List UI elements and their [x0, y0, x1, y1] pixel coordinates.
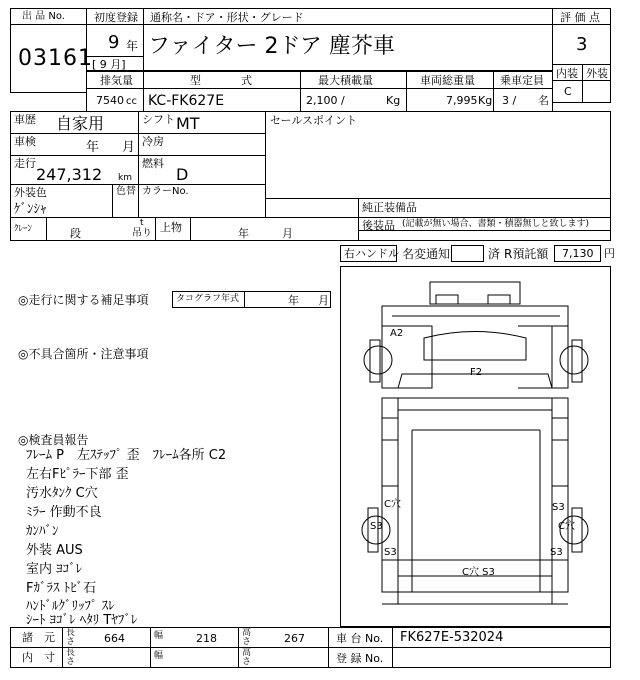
sales-point-label: セールスポイント — [270, 114, 358, 127]
crane-lift-sub: 吊り — [132, 228, 152, 239]
damage-mark-right-rear: C穴 — [558, 521, 575, 532]
exterior-color-label: 外装色 — [14, 186, 47, 199]
inner-dimensions-label: 内 寸 — [22, 651, 55, 664]
mileage-unit: km — [118, 173, 132, 183]
length-value: 664 — [104, 632, 125, 645]
mileage-label: 走行 — [14, 157, 36, 170]
capacity-label: 乗車定員 — [500, 74, 544, 87]
damage-mark-windshield: F2 — [470, 367, 483, 378]
report-line: ﾊﾝﾄﾞﾙｸﾞﾘｯﾌﾟ ｽﾚ — [26, 599, 115, 614]
retrofit-note: (記載が無い場合、書類・積器無しと致します) — [402, 219, 590, 229]
deck-year-unit: 年 — [238, 227, 249, 240]
max-load-unit: Kg — [386, 94, 401, 107]
usage-label: 車歴 — [14, 113, 36, 126]
exterior-color-value: ｹﾞﾝｼｬ — [14, 202, 47, 217]
report-line: 左右Fﾋﾟﾗｰ下部 歪 — [26, 467, 129, 482]
name-change-notice-label: 名変通知 — [402, 247, 451, 261]
damage-mark-right-body: S3 — [552, 502, 565, 513]
car-name-label: 通称名・ドア・形状・グレード — [150, 11, 304, 24]
shift-value: MT — [176, 114, 200, 133]
report-line: ｶﾝﾊﾞﾝ — [26, 524, 59, 539]
capacity-value: 3 / — [502, 94, 517, 107]
ac-label: 冷房 — [142, 135, 164, 148]
model-label: 型 式 — [190, 74, 258, 87]
inspection-label: 車検 — [14, 135, 36, 148]
color-code-label: カラーNo. — [142, 186, 189, 197]
crane-stage-unit: 段 — [70, 227, 81, 240]
length-label: 長さ — [66, 628, 76, 647]
inner-width-label: 幅 — [154, 651, 164, 661]
chassis-no-label: 車 台 No. — [336, 632, 384, 645]
interior-grade-value: C — [564, 85, 572, 98]
recycle-deposit-unit: 円 — [604, 247, 615, 260]
fuel-value: D — [176, 165, 189, 184]
deposit-status: 済 — [488, 247, 501, 261]
first-reg-month: [ 9 月] — [92, 58, 126, 71]
inspector-report-title: ◎検査員報告 — [18, 433, 89, 447]
lot-no-value: 03161 — [18, 46, 93, 71]
height-value: 267 — [284, 632, 305, 645]
tachograph-label: タコグラフ年式 — [176, 294, 240, 304]
grade-value: 3 — [576, 34, 588, 55]
report-line: 汚水ﾀﾝｸ C穴 — [26, 486, 98, 501]
damage-mark-right-lower: S3 — [550, 547, 563, 558]
displacement-unit: cc — [126, 96, 137, 107]
damage-mark-front-left: A2 — [390, 328, 404, 339]
driving-notes-title: ◎走行に関する補足事項 — [18, 293, 149, 307]
damage-mark-left-rear: S3 — [384, 547, 397, 558]
deck-month-unit: 月 — [282, 227, 293, 240]
capacity-unit: 名 — [538, 94, 549, 107]
inspection-month-unit: 月 — [122, 140, 136, 155]
report-line: 室内 ﾖｺﾞﾚ — [26, 562, 83, 577]
inner-height-label: 高さ — [242, 648, 252, 667]
report-line: ｼｰﾄ ﾖｺﾞﾚ ﾍﾀﾘ Tﾔﾌﾞﾚ — [26, 613, 138, 628]
tachograph-month-unit: 月 — [318, 294, 329, 307]
fuel-label: 燃料 — [142, 157, 164, 170]
first-reg-year: 9 — [108, 32, 120, 53]
report-line: ﾌﾚｰﾑ P 左ｽﾃｯﾌﾟ 歪 ﾌﾚｰﾑ各所 C2 — [26, 448, 227, 463]
report-line: Fｶﾞﾗｽ ﾄﾋﾞ石 — [26, 581, 97, 596]
registration-no-label: 登 録 No. — [336, 652, 384, 665]
chassis-no-value: FK627E-532024 — [400, 630, 504, 645]
tachograph-year-unit: 年 — [288, 294, 299, 307]
dimensions-label: 諸 元 — [22, 631, 55, 644]
gross-weight-label: 車両総重量 — [420, 74, 475, 87]
inner-length-label: 長さ — [66, 648, 76, 667]
interior-grade-label: 内装 — [556, 67, 578, 80]
max-load-label: 最大積載量 — [318, 74, 373, 87]
crane-label: ｸﾚｰﾝ — [14, 224, 33, 234]
width-value: 218 — [196, 632, 217, 645]
steering-side: 右ハンドル — [344, 247, 399, 260]
damage-mark-left-body: C穴 — [384, 499, 401, 510]
color-change-label: 色替 — [116, 186, 136, 197]
lot-no-label: 出 品 No. — [22, 11, 65, 22]
car-name: ファイター 2ドア 塵芥車 — [148, 34, 395, 59]
grade-label: 評 価 点 — [560, 11, 600, 24]
usage-value: 自家用 — [56, 114, 105, 133]
displacement-label: 排気量 — [100, 74, 133, 87]
shift-label: シフト — [142, 113, 175, 126]
damage-mark-rear: C穴 S3 — [462, 567, 495, 578]
model-value: KC-FK627E — [148, 93, 225, 109]
first-registration-label: 初度登録 — [94, 11, 138, 24]
original-equipment-label: 純正装備品 — [362, 201, 417, 214]
report-line: ﾐﾗｰ 作動不良 — [26, 505, 102, 520]
height-label: 高さ — [242, 628, 252, 647]
mileage-value: 247,312 — [36, 165, 103, 184]
recycle-deposit-value: 7,130 — [562, 247, 594, 260]
gross-weight-value: 7,995 — [446, 94, 478, 107]
retrofit-label: 後装品 — [362, 219, 395, 232]
report-line: 外装 AUS — [26, 543, 83, 558]
gross-weight-unit: Kg — [478, 94, 493, 107]
displacement-value: 7540 — [96, 94, 124, 107]
crane-lift-unit: t — [140, 218, 144, 228]
defect-notes-title: ◎不具合箇所・注意事項 — [18, 347, 149, 361]
deck-label: 上物 — [160, 221, 182, 234]
recycle-deposit-label: R預託額 — [504, 247, 549, 261]
damage-mark-left-lower: S3 — [370, 521, 383, 532]
width-label: 幅 — [154, 631, 164, 641]
max-load-value: 2,100 / — [306, 94, 345, 107]
inspection-year-unit: 年 — [86, 140, 100, 155]
first-reg-year-unit: 年 — [126, 39, 139, 53]
exterior-grade-label: 外装 — [586, 67, 608, 80]
